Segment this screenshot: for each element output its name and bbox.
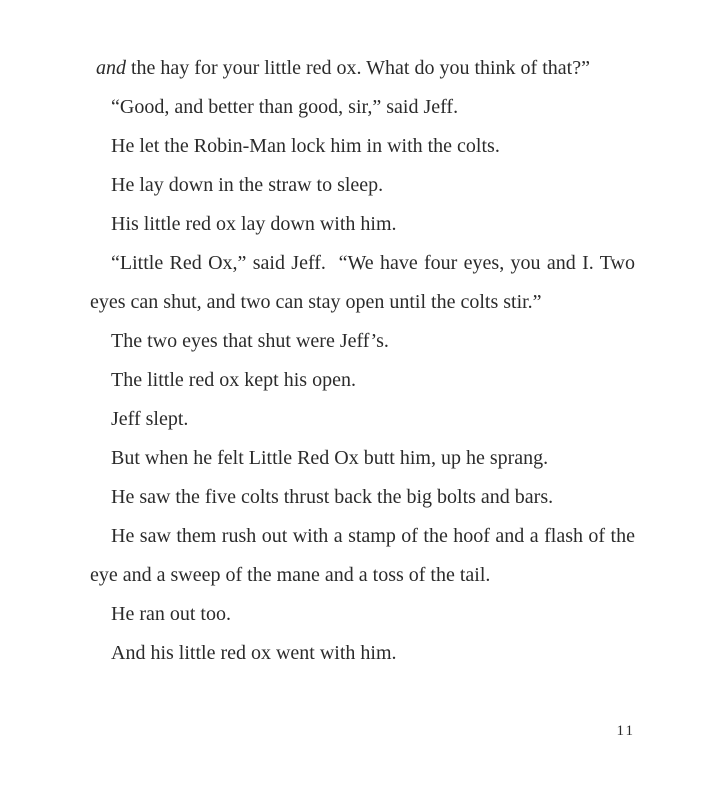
text-segment: And his little red ox went with him. xyxy=(111,642,397,664)
italic-text-segment: and xyxy=(96,57,126,79)
text-line xyxy=(90,283,635,322)
text-segment: He saw them rush out with a stamp of the hoof and a flash of the xyxy=(111,525,635,547)
text-line xyxy=(90,595,635,634)
text-segment: “Little Red Ox,” said Jeff. “We have four eyes, you and I. Two xyxy=(111,252,635,274)
text-segment: He saw the five colts thrust back the big bolts and bars. xyxy=(111,486,554,508)
text-segment: His little red ox lay down with him. xyxy=(111,213,397,235)
text-segment: Jeff slept. xyxy=(111,408,189,430)
text-line xyxy=(90,49,635,88)
text-line xyxy=(90,244,635,283)
page-number: 11 xyxy=(616,723,635,739)
text-line xyxy=(90,634,635,673)
text-block xyxy=(90,49,635,673)
text-segment: the hay for your little red ox. What do you think of that?” xyxy=(126,57,590,79)
text-line xyxy=(90,322,635,361)
text-line xyxy=(90,127,635,166)
text-segment: But when he felt Little Red Ox butt him, up he sprang. xyxy=(111,447,549,469)
text-segment: He let the Robin-Man lock him in with the colts. xyxy=(111,135,500,157)
text-segment: “Good, and better than good, sir,” said Jeff. xyxy=(111,96,459,118)
text-line xyxy=(90,205,635,244)
text-line xyxy=(90,400,635,439)
text-segment: He lay down in the straw to sleep. xyxy=(111,174,384,196)
text-segment: eyes can shut, and two can stay open until the colts stir.” xyxy=(90,291,542,313)
text-segment: The two eyes that shut were Jeff’s. xyxy=(111,330,389,352)
text-line xyxy=(90,517,635,556)
text-line xyxy=(90,88,635,127)
text-segment: The little red ox kept his open. xyxy=(111,369,356,391)
text-segment: He ran out too. xyxy=(111,603,231,625)
text-segment: eye and a sweep of the mane and a toss of the tail. xyxy=(90,564,491,586)
text-line xyxy=(90,166,635,205)
text-line xyxy=(90,439,635,478)
text-line xyxy=(90,556,635,595)
text-line xyxy=(90,361,635,400)
text-line xyxy=(90,478,635,517)
